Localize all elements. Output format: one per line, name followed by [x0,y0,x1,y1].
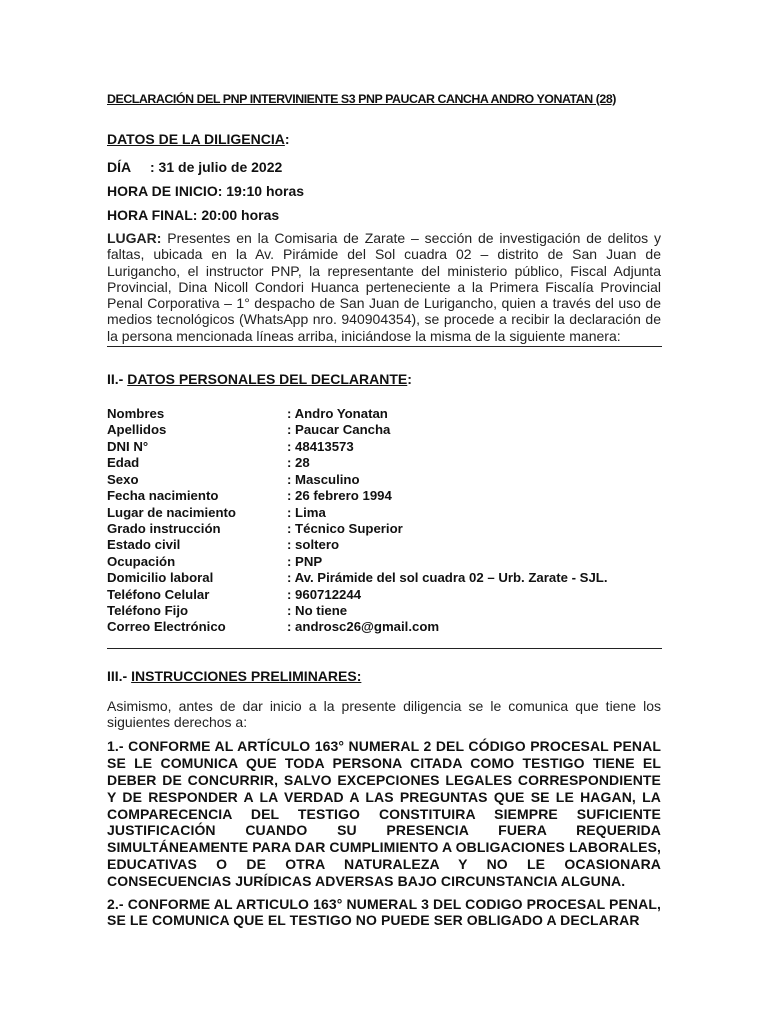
personal-data-value: : 28 [287,455,310,471]
personal-data-value: : PNP [287,553,323,569]
datos-personales-colon: : [407,371,412,388]
personal-data-row [107,587,661,603]
personal-data-row [107,619,661,635]
personal-data-row [107,422,661,438]
personal-data-value: : soltero [287,537,340,553]
personal-data-label: Correo Electrónico [107,619,226,635]
datos-diligencia-colon: : [284,131,290,147]
personal-data-row [107,521,661,537]
personal-data-row [107,537,661,553]
instruccion-item: 1.- CONFORME AL ARTÍCULO 163° NUMERAL 2 DEL CÓDIGO PROCESAL PENAL SE LE COMUNICA QUE TODA PERSONA CITADA COMO TESTIGO TIENE EL DEBER DE CONCURRIR, SALVO EXCEPCIONES LEGALES CORRESPONDIENTE Y DE RESPONDER A LA VERDAD A LAS PREGUNTAS QUE SE LE HAGAN, LA COMPARECENCIA DEL TESTIGO CONSTITUIRA SIEMPRE SUFICIENTE JUSTIFICACIÓN CUANDO SU PRESENCIA FUERA REQUERIDA SIMULTÁNEAMENTE PARA DAR CUMPLIMIENTO A OBLIGACIONES LABORALES, EDUCATIVAS O DE OTRA NATURALEZA Y NO LE OCASIONARA CONSECUENCIAS JURÍDICAS ADVERSAS BAJO CIRCUNSTANCIA ALGUNA. [107,738,661,889]
lugar-paragraph [107,230,661,344]
personal-data-value: : Lima [287,504,326,520]
personal-data-row [107,603,661,619]
personal-data-value: : 48413573 [287,438,354,454]
document-body [107,92,661,935]
instrucciones-intro: Asimismo, antes de dar inicio a la presente diligencia se le comunica que tiene los siguientes derechos a: [107,697,661,731]
section-datos-personales-heading [107,371,661,387]
personal-data-label: Estado civil [107,537,181,553]
personal-data-label: Edad [107,455,140,471]
section-divider [107,648,662,649]
instrucciones-prefix: III.- [107,667,132,684]
personal-data-value: : Paucar Cancha [287,422,391,438]
instruccion-item: 2.- CONFORME AL ARTICULO 163° NUMERAL 3 DEL CODIGO PROCESAL PENAL, SE LE COMUNICA QUE EL TESTIGO NO PUEDE SER OBLIGADO A DECLARAR [107,895,661,929]
instrucciones-heading-text: INSTRUCCIONES PRELIMINARES: [131,667,362,684]
personal-data-label: Grado instrucción [107,520,221,536]
hora-final-line: HORA FINAL: 20:00 horas [107,207,280,223]
personal-data-row [107,488,661,504]
personal-data-label: Ocupación [107,553,176,569]
document-title: DECLARACIÓN DEL PNP INTERVINIENTE S3 PNP PAUCAR CANCHA ANDRO YONATAN (28) [107,92,616,106]
section-datos-diligencia-heading [107,131,661,147]
datos-diligencia-heading-text: DATOS DE LA DILIGENCIA [107,131,285,147]
personal-data-label: Apellidos [107,422,167,438]
personal-data-table [107,406,661,636]
personal-data-row [107,455,661,471]
personal-data-value: : androsc26@gmail.com [287,619,440,635]
personal-data-row [107,439,661,455]
personal-data-value: : 960712244 [287,586,362,602]
personal-data-row [107,505,661,521]
personal-data-value: : No tiene [287,602,348,618]
personal-data-value: : Técnico Superior [287,520,403,536]
personal-data-label: Sexo [107,471,139,487]
personal-data-label: Nombres [107,406,165,422]
datos-personales-heading-text: DATOS PERSONALES DEL DECLARANTE [127,371,408,388]
section-instrucciones-heading [107,668,661,684]
personal-data-row [107,570,661,586]
lugar-label: LUGAR: [107,230,162,246]
personal-data-row [107,406,661,422]
personal-data-label: Teléfono Celular [107,586,210,602]
lugar-text: Presentes en la Comisaria de Zarate – sección de investigación de delitos y faltas, ubicada en la Av. Pirámide del Sol cuadra 02 – distrito de San Juan de Lurigancho, el instructor PNP, la representante del ministerio público, Fiscal Adjunta Provincial, Dina Nicoll Condori Huanca perteneciente a la Primera Fiscalía Provincial Penal Corporativa – 1° despacho de San Juan de Lurigancho, quien a través del uso de medios tecnológicos (WhatsApp nro. 940904354), se procede a recibir la declaración de la persona mencionada líneas arriba, iniciándose la misma de la siguiente manera: [107,230,661,344]
personal-data-label: Lugar de nacimiento [107,504,236,520]
personal-data-label: Fecha nacimiento [107,488,219,504]
personal-data-label: Teléfono Fijo [107,602,189,618]
section-divider [107,346,662,347]
datos-personales-prefix: II.- [107,371,128,388]
personal-data-label: DNI N° [107,438,149,454]
dia-value: : 31 de julio de 2022 [150,159,283,175]
personal-data-label: Domicilio laboral [107,570,214,586]
personal-data-value: : Av. Pirámide del sol cuadra 02 – Urb. Zarate - SJL. [287,570,608,586]
personal-data-row [107,472,661,488]
personal-data-value: : Andro Yonatan [287,406,388,422]
personal-data-row [107,554,661,570]
hora-inicio-line: HORA DE INICIO: 19:10 horas [107,183,305,199]
dia-line [107,159,661,175]
personal-data-value: : 26 febrero 1994 [287,488,392,504]
dia-label: DÍA [107,159,132,175]
personal-data-value: : Masculino [287,471,360,487]
